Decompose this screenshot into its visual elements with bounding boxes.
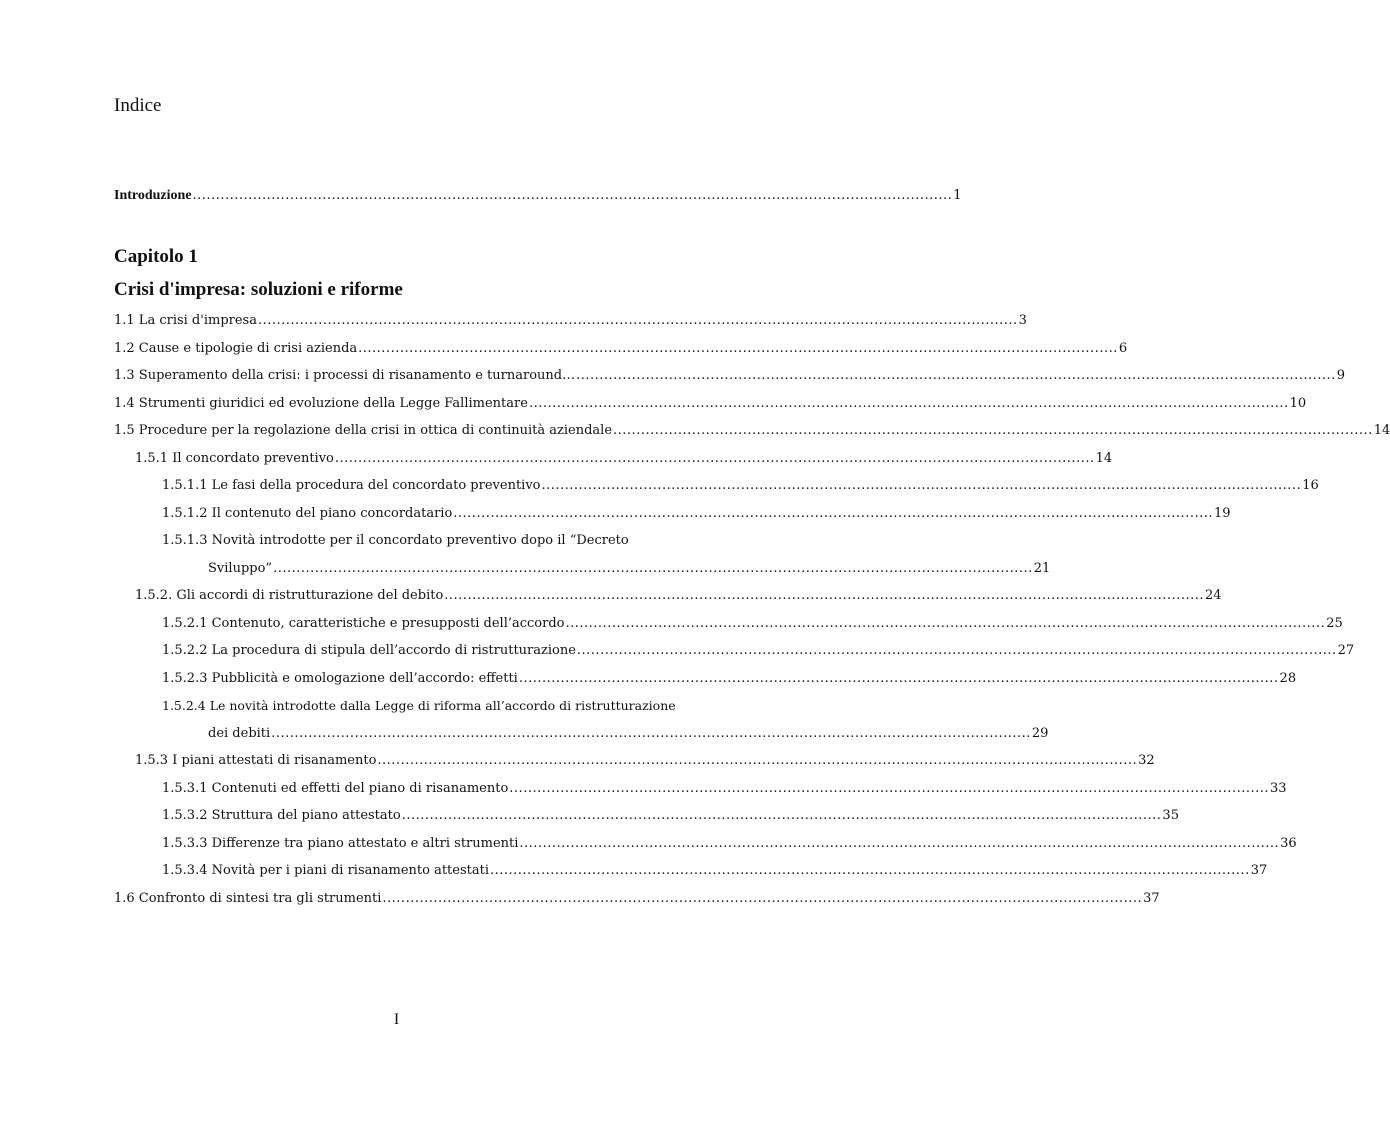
toc-leader-dots: .................................................................................................................................................................... bbox=[271, 726, 1031, 741]
toc-entry-page: 3 bbox=[1018, 313, 1027, 328]
toc-leader-dots: .................................................................................................................................................................... bbox=[565, 616, 1326, 631]
toc-entry-label: 1.5.3.3 Differenze tra piano attestato e altri strumenti bbox=[162, 836, 519, 851]
toc-entry-label: Introduzione bbox=[114, 188, 192, 203]
toc-entry-label: Sviluppo” bbox=[208, 561, 273, 576]
toc-entry bbox=[135, 587, 1222, 605]
toc-entry-label: 1.6 Confronto di sintesi tra gli strumenti bbox=[114, 891, 382, 906]
toc-leader-dots: .................................................................................................................................................................... bbox=[518, 671, 1279, 686]
toc-leader-dots: .................................................................................................................................................................... bbox=[613, 423, 1373, 438]
toc-entry bbox=[162, 780, 1287, 798]
toc-leader-dots: .................................................................................................................................................................... bbox=[519, 836, 1280, 851]
toc-leader-dots: .................................................................................................................................................................... bbox=[453, 506, 1213, 521]
toc-entry bbox=[208, 560, 1051, 578]
toc-entry-label: 1.5.3.4 Novità per i piani di risanamento attestati bbox=[162, 863, 489, 878]
toc-entry bbox=[135, 450, 1113, 468]
toc-entry-label: 1.5.2. Gli accordi di ristrutturazione del debito bbox=[135, 588, 444, 603]
toc-entry-page: 36 bbox=[1280, 836, 1297, 851]
chapter-title: Crisi d'impresa: soluzioni e riforme bbox=[114, 279, 403, 300]
toc-entry-page: 14 bbox=[1095, 451, 1113, 466]
toc-entry-label: 1.5.3.2 Struttura del piano attestato bbox=[162, 808, 401, 823]
toc-entry bbox=[162, 835, 1297, 853]
toc-leader-dots: .................................................................................................................................................................... bbox=[273, 561, 1033, 576]
toc-entry bbox=[162, 697, 679, 715]
toc-entry bbox=[114, 340, 1128, 358]
toc-leader-dots: .................................................................................................................................................................... bbox=[382, 891, 1143, 906]
toc-entry-page: 16 bbox=[1302, 478, 1319, 493]
toc-entry-label: 1.3 Superamento della crisi: i processi di risanamento e turnaround… bbox=[114, 368, 576, 383]
toc-entry bbox=[162, 505, 1231, 523]
toc-leader-dots: .................................................................................................................................................................... bbox=[377, 753, 1138, 768]
toc-entry bbox=[114, 395, 1307, 413]
page-title: Indice bbox=[114, 95, 162, 116]
toc-entry-page: 37 bbox=[1250, 863, 1268, 878]
toc-leader-dots: .................................................................................................................................................................... bbox=[576, 368, 1336, 383]
toc-leader-dots: .................................................................................................................................................................... bbox=[192, 188, 953, 203]
toc-entry-label: 1.5.1.2 Il contenuto del piano concordatario bbox=[162, 506, 453, 521]
toc-entry-page: 28 bbox=[1279, 671, 1297, 686]
toc-entry-introduction bbox=[114, 187, 962, 205]
toc-leader-dots: .................................................................................................................................................................... bbox=[401, 808, 1162, 823]
toc-entry bbox=[162, 807, 1179, 825]
toc-entry-page: 24 bbox=[1204, 588, 1222, 603]
toc-entry-page: 33 bbox=[1270, 781, 1287, 796]
toc-entry-page: 9 bbox=[1336, 368, 1346, 383]
toc-entry-label: 1.2 Cause e tipologie di crisi azienda bbox=[114, 341, 358, 356]
toc-entry bbox=[208, 725, 1049, 743]
toc-entry-page: 6 bbox=[1118, 341, 1128, 356]
toc-leader-dots: .................................................................................................................................................................... bbox=[444, 588, 1204, 603]
toc-entry-page: 25 bbox=[1326, 616, 1343, 631]
toc-entry bbox=[135, 752, 1155, 770]
toc-entry-page: 10 bbox=[1289, 396, 1307, 411]
toc-entry-label: 1.5.2.2 La procedura di stipula dell’accordo di ristrutturazione bbox=[162, 643, 576, 658]
toc-entry-label: 1.5.3.1 Contenuti ed effetti del piano di risanamento bbox=[162, 781, 509, 796]
toc-entry-label: 1.5.1 Il concordato preventivo bbox=[135, 451, 334, 466]
toc-entry-page: 35 bbox=[1162, 808, 1179, 823]
toc-leader-dots: .................................................................................................................................................................... bbox=[358, 341, 1118, 356]
toc-entry bbox=[114, 890, 1160, 908]
toc-entry-label: 1.5.2.1 Contenuto, caratteristiche e presupposti dell’accordo bbox=[162, 616, 565, 631]
toc-entry-label: 1.5 Procedure per la regolazione della crisi in ottica di continuità aziendale bbox=[114, 423, 613, 438]
toc-leader-dots: .................................................................................................................................................................... bbox=[576, 643, 1337, 658]
toc-leader-dots: .................................................................................................................................................................... bbox=[541, 478, 1302, 493]
toc-entry-label: 1.1 La crisi d'impresa bbox=[114, 313, 257, 328]
toc-entry-page: 21 bbox=[1033, 561, 1051, 576]
toc-entry-page: 29 bbox=[1031, 726, 1049, 741]
toc-leader-dots: .................................................................................................................................................................... bbox=[509, 781, 1269, 796]
toc-leader-dots: .................................................................................................................................................................... bbox=[528, 396, 1289, 411]
toc-entry-page: 19 bbox=[1213, 506, 1231, 521]
toc-entry bbox=[162, 615, 1343, 633]
toc-entry-label: 1.5.1.3 Novità introdotte per il concordato preventivo dopo il “Decreto bbox=[162, 533, 629, 548]
toc-entry-page: 37 bbox=[1143, 891, 1160, 906]
toc-entry bbox=[162, 670, 1297, 688]
toc-entry-page: 1 bbox=[953, 188, 962, 203]
toc-entry-label: 1.5.3 I piani attestati di risanamento bbox=[135, 753, 377, 768]
toc-entry-label: 1.5.1.1 Le fasi della procedura del concordato preventivo bbox=[162, 478, 541, 493]
toc-entry-page: 14 bbox=[1373, 423, 1390, 438]
toc-entry bbox=[162, 532, 629, 550]
toc-entry bbox=[162, 477, 1319, 495]
toc-entry bbox=[162, 862, 1268, 880]
toc-entry bbox=[114, 422, 1390, 440]
toc-entry-label: 1.5.2.3 Pubblicità e omologazione dell’accordo: effetti bbox=[162, 671, 518, 686]
toc-entry-page: 32 bbox=[1138, 753, 1155, 768]
toc-entry-label: 1.4 Strumenti giuridici ed evoluzione della Legge Fallimentare bbox=[114, 396, 528, 411]
toc-entry-label: dei debiti bbox=[208, 726, 271, 741]
toc-entry bbox=[114, 367, 1346, 385]
toc-entry bbox=[114, 312, 1027, 330]
toc-leader-dots: .................................................................................................................................................................... bbox=[257, 313, 1018, 328]
page-number: I bbox=[393, 1011, 400, 1028]
toc-leader-dots: .................................................................................................................................................................... bbox=[334, 451, 1095, 466]
toc-entry bbox=[162, 642, 1355, 660]
toc-leader-dots: .................................................................................................................................................................... bbox=[490, 863, 1250, 878]
toc-entry-page: 27 bbox=[1337, 643, 1355, 658]
chapter-label: Capitolo 1 bbox=[114, 246, 198, 267]
toc-entry-label: 1.5.2.4 Le novità introdotte dalla Legge di riforma all’accordo di ristrutturazione bbox=[162, 698, 676, 713]
